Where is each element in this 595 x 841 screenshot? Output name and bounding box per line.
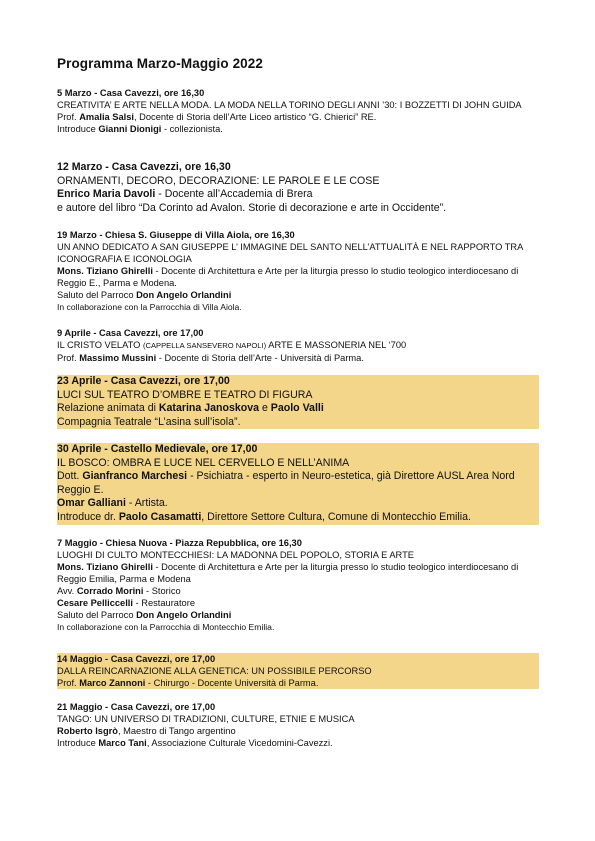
event-greeting: Saluto del Parroco Don Angelo Orlandini bbox=[57, 290, 232, 300]
event-note: In collaborazione con la Parrocchia di Villa Aiola. bbox=[57, 302, 242, 312]
event-8 bbox=[57, 653, 539, 689]
event-title: ORNAMENTI, DECORO, DECORAZIONE: LE PAROLE E LE COSE bbox=[57, 174, 380, 187]
event-1 bbox=[57, 87, 539, 135]
event-relator: Relazione animata di Katarina Janoskova e Paolo Valli bbox=[57, 402, 324, 415]
event-7 bbox=[57, 537, 539, 633]
event-intro: Introduce dr. Paolo Casamatti, Direttore Settore Cultura, Comune di Montecchio Emilia. bbox=[57, 510, 471, 523]
event-header: 14 Maggio - Casa Cavezzi, ore 17,00 bbox=[57, 654, 216, 664]
event-title: LUOGHI DI CULTO MONTECCHIESI: LA MADONNA DEL POPOLO, STORIA E ARTE bbox=[57, 550, 414, 560]
event-title: LUCI SUL TEATRO D’OMBRE E TEATRO DI FIGURA bbox=[57, 388, 313, 401]
event-speaker-2: Avv. Corrado Morini - Storico bbox=[57, 586, 181, 596]
event-speaker-3: Cesare Pelliccelli - Restauratore bbox=[57, 598, 195, 608]
event-extra: Compagnia Teatrale “L’asina sull’isola”. bbox=[57, 415, 241, 428]
event-speaker: Prof. Massimo Mussini - Docente di Storia dell’Arte - Università di Parma. bbox=[57, 353, 364, 363]
event-speaker: Mons. Tiziano Ghirelli - Docente di Architettura e Arte per la liturgia presso lo studio teologico interdiocesano di Reggio Emilia, Parma e Modena bbox=[57, 562, 519, 584]
event-header: 5 Marzo - Casa Cavezzi, ore 16,30 bbox=[57, 88, 205, 98]
event-title: DALLA REINCARNAZIONE ALLA GENETICA: UN POSSIBILE PERCORSO bbox=[57, 666, 372, 676]
event-intro: Introduce Gianni Dionigi - collezionista. bbox=[57, 124, 223, 134]
event-header: 19 Marzo - Chiesa S. Giuseppe di Villa Aiola, ore 16,30 bbox=[57, 230, 295, 240]
event-header: 12 Marzo - Casa Cavezzi, ore 16,30 bbox=[57, 161, 231, 173]
event-title: CREATIVITA’ E ARTE NELLA MODA. LA MODA NELLA TORINO DEGLI ANNI ’30: I BOZZETTI DI JOHN GUIDA bbox=[57, 100, 522, 110]
event-header: 21 Maggio - Casa Cavezzi, ore 17,00 bbox=[57, 702, 216, 712]
event-note: In collaborazione con la Parrocchia di Montecchio Emilia. bbox=[57, 622, 275, 632]
event-6 bbox=[57, 443, 539, 525]
event-5 bbox=[57, 375, 539, 429]
event-title: IL CRISTO VELATO (CAPPELLA SANSEVERO NAPOLI) ARTE E MASSONERIA NEL ‘700 bbox=[57, 340, 407, 350]
event-speaker-2: Omar Galliani - Artista. bbox=[57, 497, 168, 510]
event-4 bbox=[57, 327, 539, 364]
event-speaker: Prof. Amalia Salsi, Docente di Storia dell’Arte Liceo artistico “G. Chierici” RE. bbox=[57, 112, 377, 122]
event-speaker: Roberto Isgrò, Maestro di Tango argentino bbox=[57, 726, 236, 736]
event-speaker: Enrico Maria Davoli - Docente all’Accademia di Brera bbox=[57, 188, 313, 201]
event-9 bbox=[57, 701, 539, 749]
event-speaker: Prof. Marco Zannoni - Chirurgo - Docente Università di Parma. bbox=[57, 678, 319, 688]
event-greeting: Saluto del Parroco Don Angelo Orlandini bbox=[57, 610, 232, 620]
event-header: 23 Aprile - Casa Cavezzi, ore 17,00 bbox=[57, 375, 230, 387]
event-title: IL BOSCO: OMBRA E LUCE NEL CERVELLO E NELL’ANIMA bbox=[57, 456, 350, 469]
event-header: 9 Aprile - Casa Cavezzi, ore 17,00 bbox=[57, 328, 204, 338]
event-title: TANGO: UN UNIVERSO DI TRADIZIONI, CULTURE, ETNIE E MUSICA bbox=[57, 714, 355, 724]
event-3 bbox=[57, 229, 539, 313]
event-intro: Introduce Marco Tani, Associazione Culturale Vicedomini-Cavezzi. bbox=[57, 738, 333, 748]
event-header: 30 Aprile - Castello Medievale, ore 17,00 bbox=[57, 443, 258, 455]
event-speaker: Dott. Gianfranco Marchesi - Psichiatra - esperto in Neuro-estetica, già Direttore AUSL Area Nord Reggio E. bbox=[57, 470, 515, 496]
page-title: Programma Marzo-Maggio 2022 bbox=[57, 56, 264, 71]
event-speaker: Mons. Tiziano Ghirelli - Docente di Architettura e Arte per la liturgia presso lo studio teologico interdiocesano di Reggio E., Parma e Modena. bbox=[57, 266, 519, 288]
event-extra: e autore del libro “Da Corinto ad Avalon. Storie di decorazione e arte in Occidente”. bbox=[57, 201, 447, 214]
event-2 bbox=[57, 161, 539, 215]
event-title: UN ANNO DEDICATO A SAN GIUSEPPE L’ IMMAGINE DEL SANTO NELL’ATTUALITÀ E NEL RAPPORTO TRA ICONOGRAFIA E ICONOLOGIA bbox=[57, 242, 523, 264]
event-header: 7 Maggio - Chiesa Nuova - Piazza Repubblica, ore 16,30 bbox=[57, 538, 302, 548]
